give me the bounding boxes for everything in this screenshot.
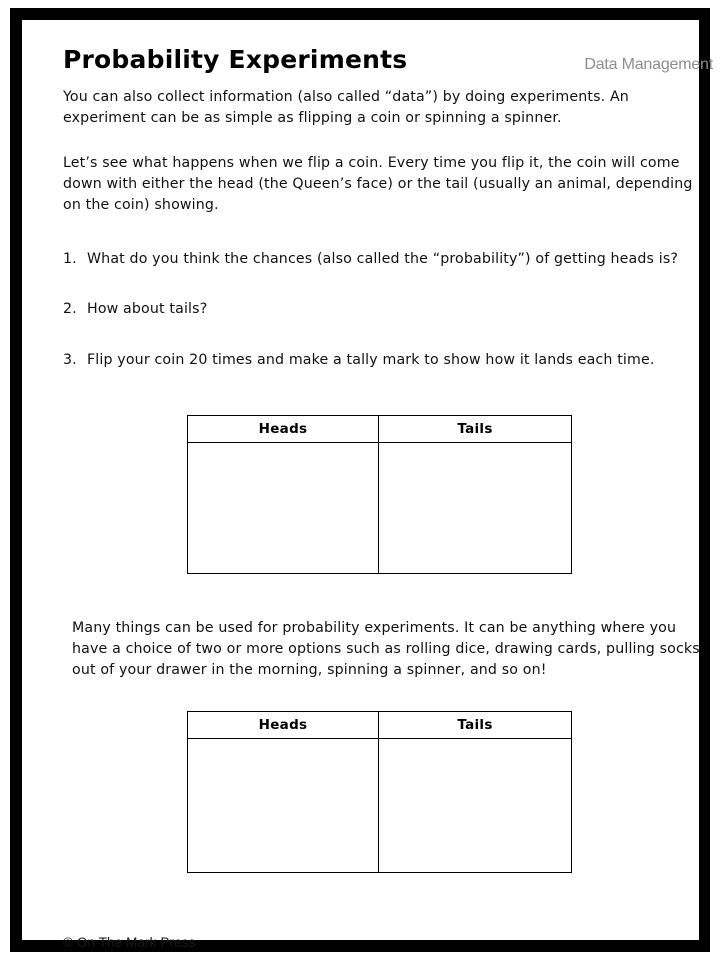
- question-item-2: [63, 299, 207, 320]
- question-text-2: How about tails?: [87, 301, 208, 317]
- tally-cell-tails[interactable]: [379, 443, 572, 574]
- tally-cell-heads[interactable]: [188, 739, 379, 873]
- many-things-paragraph: Many things can be used for probability experiments. It can be anything where you have a choice of two or more options such as rolling dice, drawing cards, pulling socks out of your drawer in the morning, spinning a spinner, and so on!: [72, 620, 700, 678]
- table-header-row: [188, 712, 572, 739]
- question-number-3: 3.: [63, 352, 77, 368]
- tally-table-2: [187, 711, 572, 873]
- column-header-heads: Heads: [188, 712, 379, 739]
- question-number-1: 1.: [63, 251, 77, 267]
- question-number-2: 2.: [63, 301, 77, 317]
- question-item-3: [63, 350, 655, 371]
- intro-paragraph: You can also collect information (also called “data”) by doing experiments. An experiment can be as simple as flipping a coin or spinning a spinner.: [63, 89, 629, 126]
- table-row: [188, 443, 572, 574]
- tally-table-1: [187, 415, 572, 574]
- question-item-1: [63, 249, 678, 270]
- column-header-heads: Heads: [188, 416, 379, 443]
- table-row: [188, 739, 572, 873]
- table-header-row: [188, 416, 572, 443]
- column-header-tails: Tails: [379, 416, 572, 443]
- tally-cell-tails[interactable]: [379, 739, 572, 873]
- column-header-tails: Tails: [379, 712, 572, 739]
- page-title: Probability Experiments: [63, 45, 408, 74]
- coin-explanation-paragraph: Let’s see what happens when we flip a coin. Every time you flip it, the coin will come down with either the head (the Queen’s face) or the tail (usually an animal, depending on the coin) showing.: [63, 155, 693, 213]
- strand-label: Data Management: [584, 56, 713, 73]
- question-text-3: Flip your coin 20 times and make a tally mark to show how it lands each time.: [87, 352, 655, 368]
- tally-cell-heads[interactable]: [188, 443, 379, 574]
- worksheet-content: [44, 40, 720, 960]
- page-border-frame: [10, 8, 713, 952]
- question-text-1: What do you think the chances (also called the “probability”) of getting heads is?: [87, 251, 679, 267]
- copyright-footer: © On The Mark Press: [63, 935, 196, 950]
- worksheet-header: [63, 45, 713, 85]
